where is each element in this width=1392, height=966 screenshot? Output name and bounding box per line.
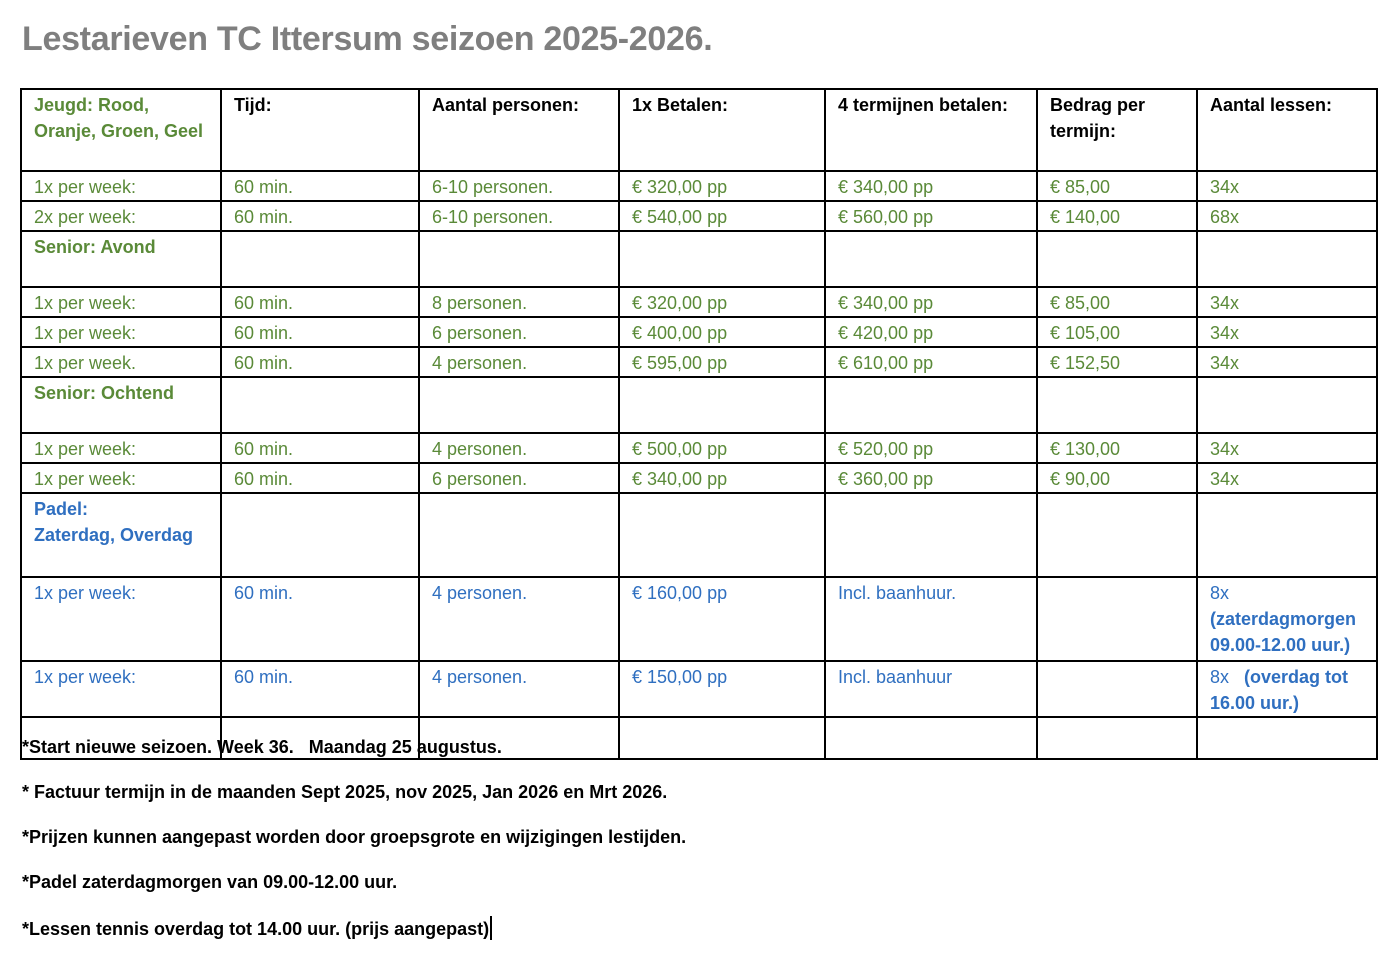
section-label-padel-line2: Zaterdag, Overdag bbox=[34, 525, 194, 545]
cell-freq: 1x per week: bbox=[21, 317, 221, 347]
cell-term: € 130,00 bbox=[1037, 433, 1197, 463]
header-pay-once: 1x Betalen: bbox=[619, 89, 825, 171]
rates-table bbox=[20, 88, 1378, 760]
cell-time: 60 min. bbox=[221, 201, 419, 231]
section-row-senior-avond bbox=[21, 231, 1377, 287]
cell-pay-once: € 400,00 pp bbox=[619, 317, 825, 347]
header-lessons: Aantal lessen: bbox=[1197, 89, 1377, 171]
cell-persons: 6-10 personen. bbox=[419, 171, 619, 201]
empty-cell bbox=[419, 493, 619, 577]
table-row bbox=[21, 171, 1377, 201]
lessons-note: (overdag tot 16.00 uur.) bbox=[1210, 667, 1349, 713]
cell-lessons: 34x bbox=[1197, 347, 1377, 377]
cell-persons: 4 personen. bbox=[419, 433, 619, 463]
table-row bbox=[21, 661, 1377, 717]
cell-freq: 2x per week: bbox=[21, 201, 221, 231]
header-group-jeugd: Jeugd: Rood, Oranje, Groen, Geel bbox=[21, 89, 221, 171]
cell-term: € 105,00 bbox=[1037, 317, 1197, 347]
section-row-senior-ochtend bbox=[21, 377, 1377, 433]
header-time: Tijd: bbox=[221, 89, 419, 171]
cell-persons: 6-10 personen. bbox=[419, 201, 619, 231]
empty-cell bbox=[221, 493, 419, 577]
cell-pay-four: € 560,00 pp bbox=[825, 201, 1037, 231]
cell-time: 60 min. bbox=[221, 287, 419, 317]
note-tennis-daytime-text: *Lessen tennis overdag tot 14.00 uur. (prijs aangepast) bbox=[22, 919, 490, 939]
empty-cell bbox=[1037, 377, 1197, 433]
note-price-changes[interactable]: *Prijzen kunnen aangepast worden door groepsgrote en wijzigingen lestijden. bbox=[22, 827, 687, 847]
section-label-senior-avond: Senior: Avond bbox=[21, 231, 221, 287]
cell-lessons: 34x bbox=[1197, 433, 1377, 463]
table-header-row bbox=[21, 89, 1377, 171]
empty-cell bbox=[619, 493, 825, 577]
table-row bbox=[21, 317, 1377, 347]
cell-freq: 1x per week. bbox=[21, 347, 221, 377]
cell-pay-four: € 340,00 pp bbox=[825, 171, 1037, 201]
cell-pay-four: Incl. baanhuur bbox=[825, 661, 1037, 717]
cell-time: 60 min. bbox=[221, 661, 419, 717]
empty-cell bbox=[1037, 493, 1197, 577]
section-label-padel-line1: Padel: bbox=[34, 499, 89, 519]
cell-term: € 152,50 bbox=[1037, 347, 1197, 377]
table-row bbox=[21, 201, 1377, 231]
empty-cell bbox=[221, 377, 419, 433]
cell-persons: 4 personen. bbox=[419, 661, 619, 717]
cell-time: 60 min. bbox=[221, 577, 419, 661]
note-padel-times[interactable]: *Padel zaterdagmorgen van 09.00-12.00 uur. bbox=[22, 872, 398, 892]
cell-term bbox=[1037, 661, 1197, 717]
cell-pay-once: € 150,00 pp bbox=[619, 661, 825, 717]
empty-cell bbox=[619, 377, 825, 433]
empty-cell bbox=[825, 377, 1037, 433]
cell-persons: 4 personen. bbox=[419, 347, 619, 377]
cell-pay-four: € 340,00 pp bbox=[825, 287, 1037, 317]
header-pay-four-terms: 4 termijnen betalen: bbox=[825, 89, 1037, 171]
cell-time: 60 min. bbox=[221, 433, 419, 463]
cell-persons: 6 personen. bbox=[419, 317, 619, 347]
empty-cell bbox=[619, 231, 825, 287]
cell-persons: 8 personen. bbox=[419, 287, 619, 317]
text-cursor bbox=[490, 916, 492, 940]
lessons-note: (zaterdagmorgen 09.00-12.00 uur.) bbox=[1210, 609, 1357, 655]
lessons-count: 8x bbox=[1210, 583, 1230, 603]
cell-persons: 4 personen. bbox=[419, 577, 619, 661]
cell-pay-four: € 520,00 pp bbox=[825, 433, 1037, 463]
note-tennis-daytime[interactable] bbox=[22, 916, 1372, 940]
cell-persons: 6 personen. bbox=[419, 463, 619, 493]
cell-pay-four: € 360,00 pp bbox=[825, 463, 1037, 493]
lessons-count: 8x bbox=[1210, 667, 1230, 687]
cell-pay-once: € 540,00 pp bbox=[619, 201, 825, 231]
header-persons: Aantal personen: bbox=[419, 89, 619, 171]
empty-cell bbox=[221, 231, 419, 287]
cell-pay-once: € 595,00 pp bbox=[619, 347, 825, 377]
empty-cell bbox=[1037, 231, 1197, 287]
cell-lessons: 34x bbox=[1197, 171, 1377, 201]
cell-time: 60 min. bbox=[221, 171, 419, 201]
cell-term: € 85,00 bbox=[1037, 287, 1197, 317]
note-season-start[interactable]: *Start nieuwe seizoen. Week 36. Maandag 25 augustus. bbox=[22, 737, 502, 757]
cell-freq: 1x per week: bbox=[21, 433, 221, 463]
header-amount-per-term: Bedrag per termijn: bbox=[1037, 89, 1197, 171]
section-row-padel bbox=[21, 493, 1377, 577]
cell-lessons bbox=[1197, 577, 1377, 661]
section-label-senior-ochtend: Senior: Ochtend bbox=[21, 377, 221, 433]
table-row bbox=[21, 463, 1377, 493]
empty-cell bbox=[825, 493, 1037, 577]
cell-term: € 85,00 bbox=[1037, 171, 1197, 201]
cell-pay-once: € 340,00 pp bbox=[619, 463, 825, 493]
cell-freq: 1x per week: bbox=[21, 171, 221, 201]
note-invoice-terms[interactable]: * Factuur termijn in de maanden Sept 2025, nov 2025, Jan 2026 en Mrt 2026. bbox=[22, 782, 668, 802]
cell-time: 60 min. bbox=[221, 317, 419, 347]
cell-pay-four: € 420,00 pp bbox=[825, 317, 1037, 347]
empty-cell bbox=[419, 377, 619, 433]
cell-lessons: 34x bbox=[1197, 317, 1377, 347]
empty-cell bbox=[1197, 493, 1377, 577]
cell-pay-four: Incl. baanhuur. bbox=[825, 577, 1037, 661]
cell-term: € 140,00 bbox=[1037, 201, 1197, 231]
section-label-padel bbox=[21, 493, 221, 577]
cell-pay-once: € 320,00 pp bbox=[619, 287, 825, 317]
cell-freq: 1x per week: bbox=[21, 463, 221, 493]
cell-lessons: 34x bbox=[1197, 463, 1377, 493]
table-row bbox=[21, 433, 1377, 463]
cell-freq: 1x per week: bbox=[21, 287, 221, 317]
empty-cell bbox=[419, 231, 619, 287]
cell-lessons: 34x bbox=[1197, 287, 1377, 317]
cell-term bbox=[1037, 577, 1197, 661]
cell-freq: 1x per week: bbox=[21, 577, 221, 661]
cell-term: € 90,00 bbox=[1037, 463, 1197, 493]
cell-time: 60 min. bbox=[221, 347, 419, 377]
empty-cell bbox=[1197, 231, 1377, 287]
cell-lessons: 68x bbox=[1197, 201, 1377, 231]
cell-pay-once: € 160,00 pp bbox=[619, 577, 825, 661]
cell-pay-once: € 320,00 pp bbox=[619, 171, 825, 201]
cell-pay-four: € 610,00 pp bbox=[825, 347, 1037, 377]
notes-section bbox=[22, 736, 1372, 940]
table-row bbox=[21, 287, 1377, 317]
cell-freq: 1x per week: bbox=[21, 661, 221, 717]
table-row bbox=[21, 577, 1377, 661]
cell-time: 60 min. bbox=[221, 463, 419, 493]
table-row bbox=[21, 347, 1377, 377]
page-title: Lestarieven TC Ittersum seizoen 2025-2026. bbox=[22, 20, 713, 58]
cell-pay-once: € 500,00 pp bbox=[619, 433, 825, 463]
empty-cell bbox=[825, 231, 1037, 287]
cell-lessons bbox=[1197, 661, 1377, 717]
empty-cell bbox=[1197, 377, 1377, 433]
